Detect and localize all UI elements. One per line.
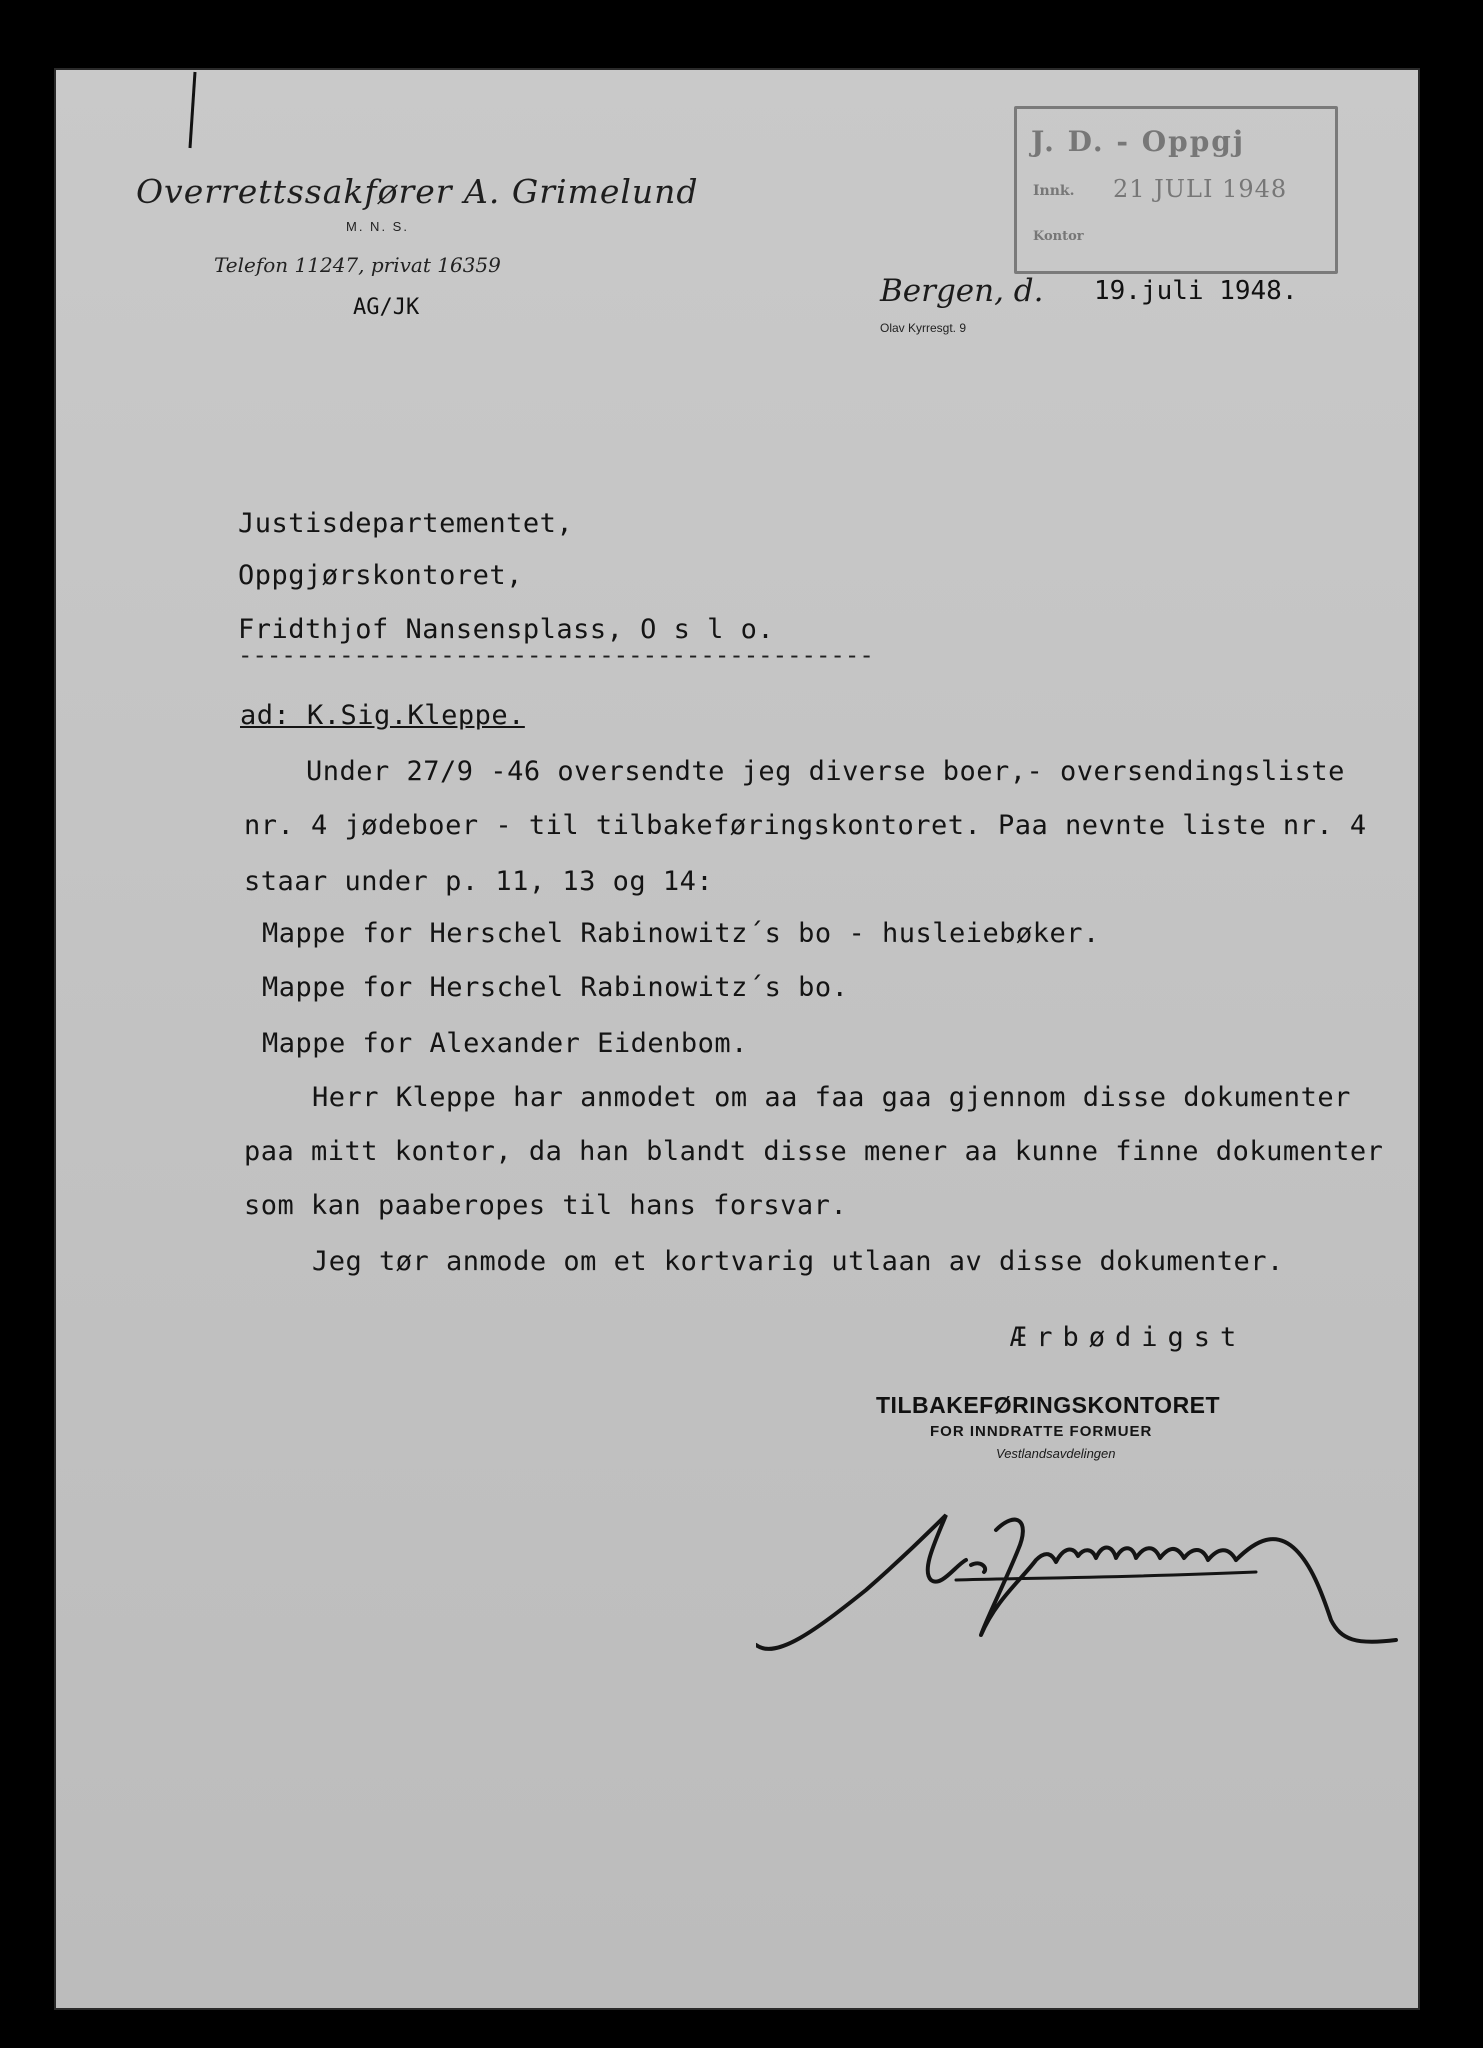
body-line: Herr Kleppe har anmodet om aa faa gaa gjennom disse dokumenter [312,1082,1351,1113]
letterhead-telephone: Telefon 11247, privat 16359 [214,253,501,277]
stamp-received-date: 21 JULI 1948 [1113,175,1288,203]
organization-name: TILBAKEFØRINGSKONTORET [876,1392,1221,1418]
body-line: nr. 4 jødeboer - til tilbakeføringskontoret. Paa nevnte liste nr. 4 [244,810,1367,841]
dateline-date: 19.juli 1948. [1094,276,1298,306]
subject-line: ad: K.Sig.Kleppe. [240,700,525,731]
recipient-line-1: Justisdepartementet, [238,508,574,539]
reference-code: AG/JK [353,295,420,320]
list-item: Mappe for Alexander Eidenbom. [262,1028,748,1059]
stamp-received-label: Innk. [1033,183,1075,199]
recipient-line-3: Fridthjof Nansensplass, O s l o. [238,614,775,645]
body-line: som kan paaberopes til hans forsvar. [244,1190,848,1221]
body-line: paa mitt kontor, da han blandt disse mener aa kunne finne dokumenter [244,1136,1384,1167]
body-line: Jeg tør anmode om et kortvarig utlaan av disse dokumenter. [312,1246,1284,1277]
body-line: Under 27/9 -46 oversendte jeg diverse boer,- oversendingsliste [306,756,1345,787]
recipient-divider: -------------------------------------------- [238,641,874,669]
organization-subtitle: FOR INNDRATTE FORMUER [930,1423,1153,1440]
handwritten-signature [756,1470,1416,1670]
stamp-title: J. D. - Oppgj [1031,125,1245,158]
body-line: staar under p. 11, 13 og 14: [244,866,714,897]
recipient-line-2: Oppgjørskontoret, [238,560,523,591]
list-item: Mappe for Herschel Rabinowitz´s bo - husleiebøker. [262,918,1100,949]
stamp-office: Kontor [1033,229,1084,244]
list-item: Mappe for Herschel Rabinowitz´s bo. [262,972,849,1003]
received-stamp [1014,106,1338,274]
sender-address: Olav Kyrresgt. 9 [880,321,967,335]
letterhead-suffix: M. N. S. [346,219,409,234]
closing-salutation: Ærbødigst [1010,1322,1247,1353]
letterhead-name: Overrettssakfører A. Grimelund [136,172,699,211]
dateline-place: Bergen, d. [880,273,1044,309]
margin-tick-mark [180,70,210,150]
organization-department: Vestlandsavdelingen [996,1446,1116,1461]
